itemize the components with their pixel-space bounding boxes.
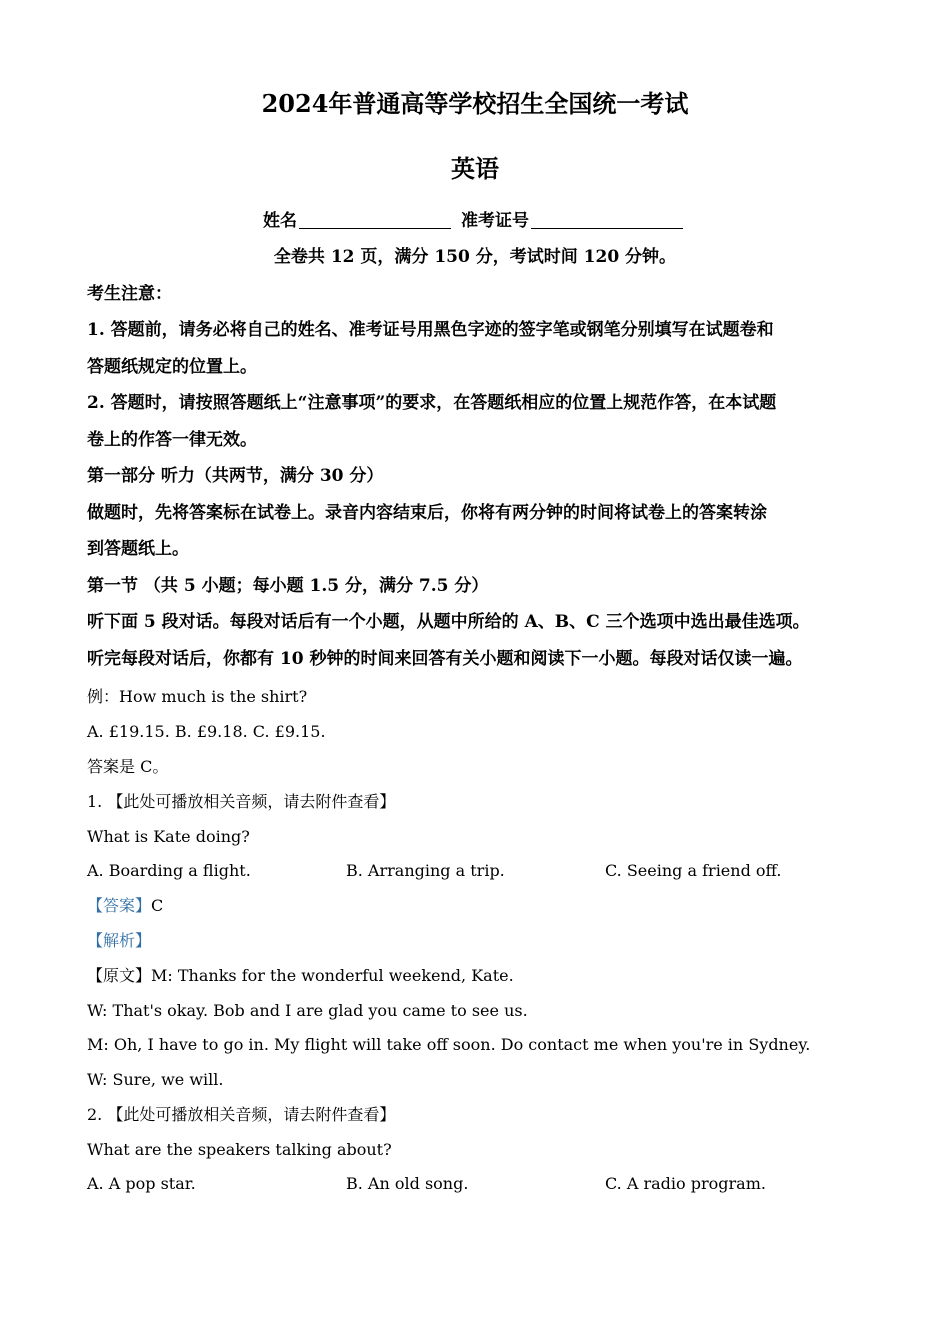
q1-option-a: A. Boarding a flight.: [87, 861, 251, 880]
notice-item-2-cont: 卷上的作答一律无效。: [87, 430, 257, 450]
id-blank: [531, 210, 683, 229]
subject-title: 英语: [451, 154, 499, 183]
notice-item-2: 2. 答题时，请按照答题纸上“注意事项”的要求，在答题纸相应的位置上规范作答，在本试题: [87, 393, 777, 413]
exam-summary: 全卷共 12 页，满分 150 分，考试时间 120 分钟。: [273, 247, 677, 267]
q1-option-c: C. Seeing a friend off.: [605, 861, 782, 880]
notice-item-1-cont: 答题纸规定的位置上。: [87, 357, 257, 377]
q1-transcript-line-3: M: Oh, I have to go in. My flight will take off soon. Do contact me when you're in Sydney.: [87, 1035, 811, 1054]
q1-header: [87, 792, 880, 811]
q1-transcript-tag: 【原文】: [87, 966, 152, 985]
section1-instructions: 听下面 5 段对话。每段对话后有一个小题，从题中所给的 A、B、C 三个选项中选出最佳选项。: [87, 612, 810, 632]
notice-item-1: 1. 答题前，请务必将自己的姓名、准考证号用黑色字迹的签字笔或钢笔分别填写在试题卷和: [87, 320, 774, 340]
q2-audio-note[interactable]: 【此处可播放相关音频，请去附件查看】: [107, 1105, 396, 1124]
q1-answer: [87, 896, 880, 915]
id-label: 准考证号: [460, 211, 529, 231]
q2-number: 2.: [87, 1105, 108, 1124]
example-question: 例：How much is the shirt?: [87, 687, 308, 706]
q1-number: 1.: [87, 792, 108, 811]
part1-instructions-cont: 到答题纸上。: [87, 539, 189, 559]
section1-heading: 第一节 （共 5 小题；每小题 1.5 分，满分 7.5 分）: [87, 576, 489, 596]
name-id-row: [0, 210, 950, 231]
part1-heading: 第一部分 听力（共两节，满分 30 分）: [87, 466, 384, 486]
q1-transcript-1: [87, 966, 880, 985]
q1-audio-note[interactable]: 【此处可播放相关音频，请去附件查看】: [107, 792, 396, 811]
exam-title: 2024年普通高等学校招生全国统一考试: [261, 89, 689, 118]
q2-question: What are the speakers talking about?: [87, 1140, 392, 1159]
q2-header: [87, 1105, 880, 1124]
q2-option-b: B. An old song.: [346, 1174, 469, 1193]
name-blank: [299, 210, 451, 229]
q1-answer-value: C: [151, 896, 164, 915]
name-label: 姓名: [263, 211, 298, 231]
q1-transcript-line-1: M: Thanks for the wonderful weekend, Kate.: [151, 966, 514, 985]
q1-question: What is Kate doing?: [87, 827, 250, 846]
q2-option-c: C. A radio program.: [605, 1174, 766, 1193]
q1-option-b: B. Arranging a trip.: [346, 861, 505, 880]
q2-option-a: A. A pop star.: [87, 1174, 196, 1193]
part1-instructions: 做题时，先将答案标在试卷上。录音内容结束后，你将有两分钟的时间将试卷上的答案转涂: [87, 503, 767, 523]
q1-transcript-line-2: W: That's okay. Bob and I are glad you came to see us.: [87, 1001, 528, 1020]
example-answer: 答案是 C。: [87, 757, 169, 776]
example-options: A. £19.15. B. £9.18. C. £9.15.: [87, 722, 326, 741]
q1-transcript-line-4: W: Sure, we will.: [87, 1070, 224, 1089]
notice-heading: 考生注意：: [87, 284, 172, 304]
q1-answer-tag: 【答案】: [87, 896, 152, 915]
q1-analysis-tag: 【解析】: [87, 931, 152, 950]
section1-instructions-cont: 听完每段对话后，你都有 10 秒钟的时间来回答有关小题和阅读下一小题。每段对话仅读一遍。: [87, 649, 803, 669]
